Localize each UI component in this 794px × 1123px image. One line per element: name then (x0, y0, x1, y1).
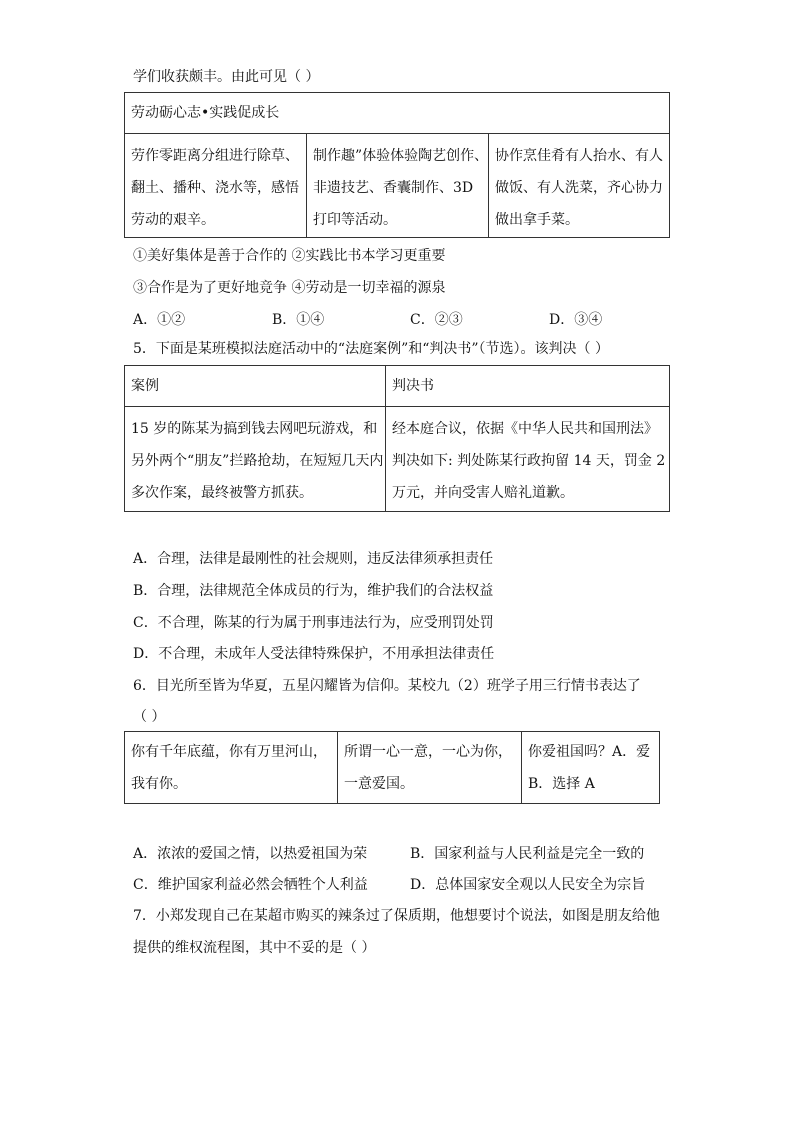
q6-option-d: D．总体国家安全观以人民安全为宗旨 (410, 877, 646, 893)
q4-statement: ③合作是为了更好地竞争 ④劳动是一切幸福的源泉 (133, 280, 446, 296)
q6-option-c: C．维护国家利益必然会牺牲个人利益 (133, 877, 368, 893)
q6-poem-1: 你有千年底蕴，你有万里河山， 我有你。 (125, 732, 338, 804)
q5-header-verdict: 判决书 (386, 366, 670, 407)
q4-table (124, 92, 670, 238)
q7-stem: 7．小郑发现自己在某超市购买的辣条过了保质期，他想要讨个说法，如图是朋友给他 (133, 908, 660, 924)
q6-stem-paren: （ ） (133, 709, 166, 725)
q5-verdict-text: 经本庭合议，依据《中华人民共和国刑法》 判决如下: 判处陈某行政拘留 14 天，罚金 2 万元，并向受害人赔礼道歉。 (386, 407, 670, 512)
q5-case-text: 15 岁的陈某为搞到钱去网吧玩游戏，和 另外两个“朋友”拦路抢劫，在短短几天内 多次作案，最终被警方抓获。 (125, 407, 386, 512)
q5-option-a: A．合理，法律是最刚性的社会规则，违反法律须承担责任 (133, 551, 494, 567)
q5-stem: 5．下面是某班模拟法庭活动中的“法庭案例”和“判决书”（节选）。该判决（ ） (133, 341, 609, 357)
q4-table-cell: 劳作零距离分组进行除草、 翻土、播种、浇水等，感悟 劳动的艰辛。 (125, 134, 307, 238)
q5-table (124, 365, 670, 512)
q5-option-c: C．不合理，陈某的行为属于刑事违法行为，应受刑罚处罚 (133, 615, 494, 631)
q4-option-a: A．①② (133, 312, 186, 328)
q4-intro: 学们收获颇丰。由此可见（ ） (133, 69, 320, 85)
q4-table-header: 劳动砺心志•实践促成长 (125, 93, 670, 134)
q6-stem: 6．目光所至皆为华夏，五星闪耀皆为信仰。某校九（2）班学子用三行情书表达了 (133, 678, 641, 694)
q4-option-b: B．①④ (272, 312, 325, 328)
q5-option-b: B．合理，法律规范全体成员的行为，维护我们的合法权益 (133, 583, 494, 599)
q4-table-cell: 协作烹佳肴有人抬水、有人 做饭、有人洗菜，齐心协力 做出拿手菜。 (489, 134, 670, 238)
q4-table-cell: 制作趣”体验体验陶艺创作、 非遗技艺、香囊制作、3D 打印等活动。 (307, 134, 489, 238)
q6-option-b: B．国家利益与人民利益是完全一致的 (410, 846, 645, 862)
q5-header-case: 案例 (125, 366, 386, 407)
q6-poem-2: 所谓一心一意，一心为你， 一意爱国。 (338, 732, 522, 804)
q6-poem-3: 你爱祖国吗？A．爱 B．选择 A (522, 732, 660, 804)
q5-option-d: D．不合理，未成年人受法律特殊保护，不用承担法律责任 (133, 646, 495, 662)
q6-option-a: A．浓浓的爱国之情，以热爱祖国为荣 (133, 846, 368, 862)
q6-table (124, 731, 660, 804)
q7-stem-cont: 提供的维权流程图，其中不妥的是（ ） (133, 940, 376, 956)
q4-option-d: D．③④ (549, 312, 603, 328)
q4-statement: ①美好集体是善于合作的 ②实践比书本学习更重要 (133, 248, 446, 264)
q4-option-c: C．②③ (410, 312, 463, 328)
